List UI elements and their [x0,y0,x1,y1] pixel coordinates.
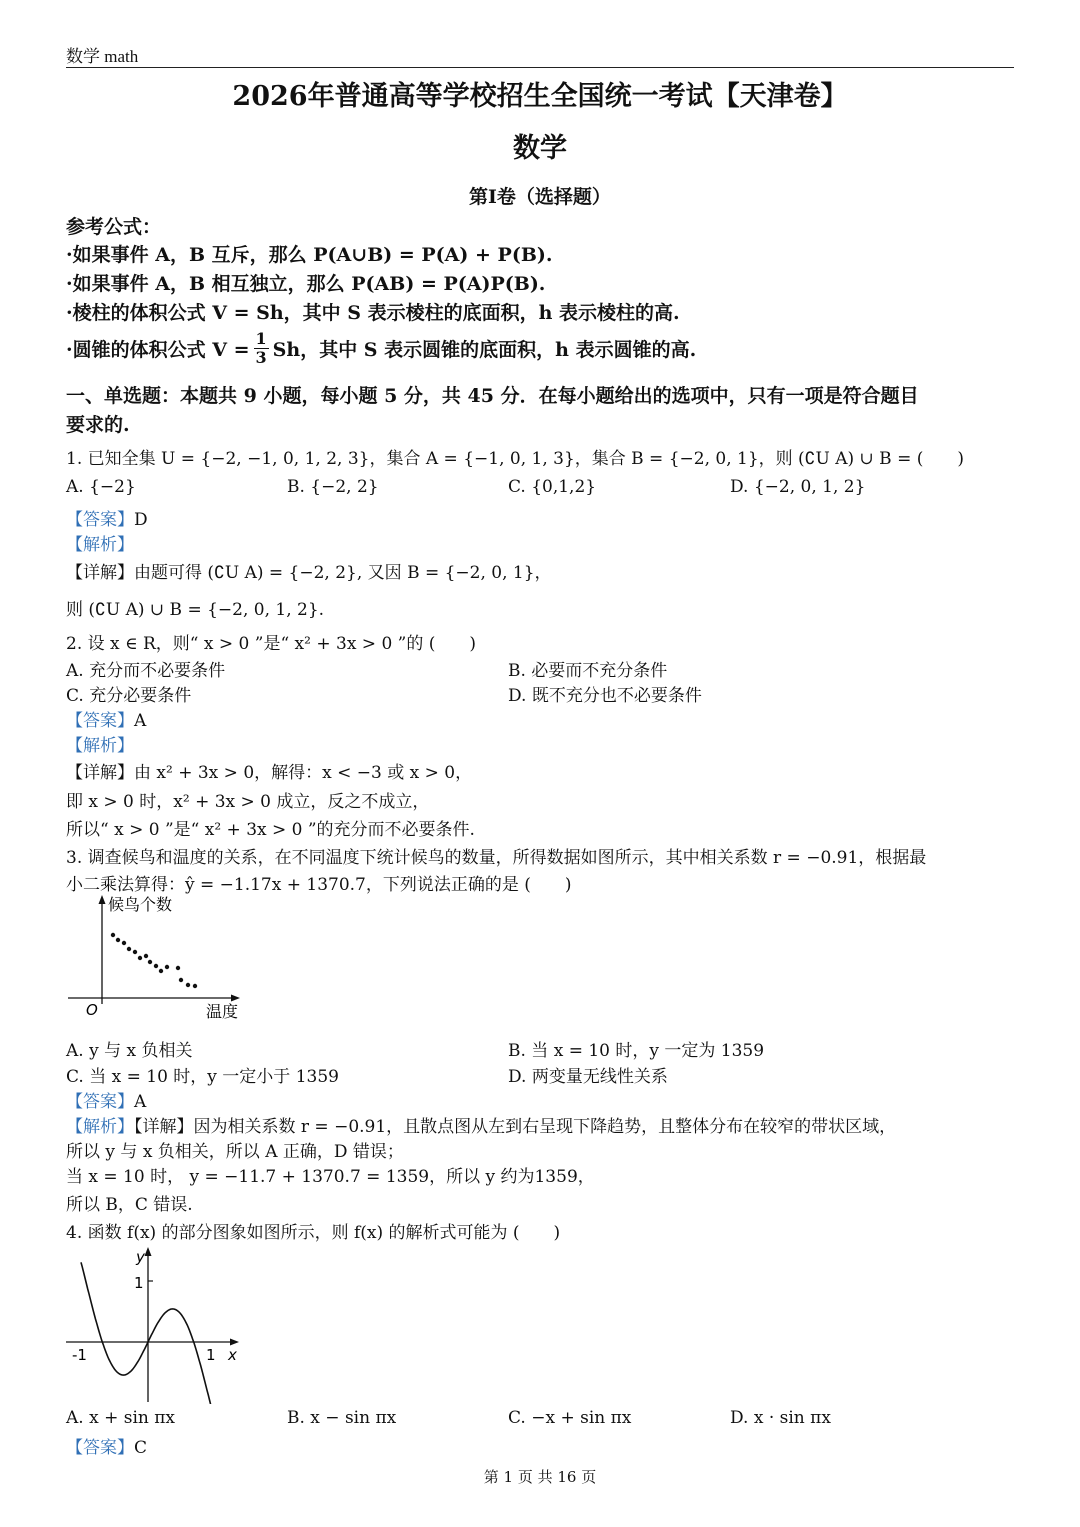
scatter-point [144,954,148,958]
section-heading-line1: 一、单选题：本题共 9 小题，每小题 5 分，共 45 分．在每小题给出的选项中，只有一项是符合题目 [66,385,919,407]
q1-option-b: B. {−2, 2} [287,477,379,497]
fraction [254,330,269,367]
x-axis-label: x [228,1346,237,1364]
q2-analysis-tag: 【解析】 [66,736,134,756]
x-axis-arrow [231,995,240,1002]
answer-tag: 【答案】 [66,1438,134,1458]
q3-option-d: D. 两变量无线性关系 [508,1067,668,1087]
q2-option-d: D. 既不充分也不必要条件 [508,686,702,706]
detail-tag: 【详解】 [134,1117,194,1137]
q1-answer [66,505,148,530]
scatter-point [165,965,169,969]
q2-answer [66,706,146,731]
scatter-point [159,969,163,973]
answer-tag: 【答案】 [66,1092,134,1112]
detail-text: 因为相关系数 r = −0.91，且散点图从左到右呈现下降趋势，且整体分布在较窄的带状区域， [193,1117,897,1137]
answer-value: A [134,711,147,731]
q3-option-c: C. 当 x = 10 时，y 一定小于 1359 [66,1067,339,1087]
scatter-point [186,983,190,987]
section-heading-line2: 要求的. [66,414,130,436]
q1-detail-2: 则 (∁U A) ∪ B = {−2, 0, 1, 2}. [66,600,325,620]
x-axis-arrow [230,1339,239,1346]
q3-stem-2: 小二乘法算得：ŷ = −1.17x + 1370.7，下列说法正确的是 ( ) [66,875,572,895]
q1-option-c: C. {0,1,2} [508,477,597,497]
y-axis-arrow [99,895,106,904]
y-axis-label: 候鸟个数 [108,895,173,914]
scatter-point [122,941,126,945]
q2-option-c: C. 充分必要条件 [66,686,192,706]
scatter-point [133,950,137,954]
answer-value: D [134,510,148,530]
scatter-point [179,978,183,982]
answer-tag: 【答案】 [66,711,134,731]
origin-label: O [86,1001,98,1019]
x-tick-label-pos: 1 [206,1346,216,1364]
q2-detail-2: 即 x > 0 时，x² + 3x > 0 成立，反之不成立， [66,792,430,812]
scatter-point [154,964,158,968]
formula-heading: 参考公式： [66,216,162,238]
q3-detail-3: 当 x = 10 时， y = −11.7 + 1370.7 = 1359，所以 y 约为1359， [66,1167,595,1187]
q2-option-b: B. 必要而不充分条件 [508,661,668,681]
y-tick-label: 1 [134,1274,144,1292]
fraction-denominator: 3 [255,348,267,367]
q4-option-b: B. x − sin πx [287,1408,397,1428]
scatter-point [148,960,152,964]
x-axis-label: 温度 [206,1002,239,1021]
formula-4 [66,330,696,367]
q1-option-d: D. {−2, 0, 1, 2} [730,477,866,497]
formula-4-pre: ·圆锥的体积公式 V = [66,339,250,361]
subject-title: 数学 [513,133,567,164]
q3-scatter-plot [60,892,260,1022]
scatter-point [116,938,120,942]
scatter-point [193,984,197,988]
q1-analysis-tag: 【解析】 [66,535,134,555]
detail-text: 由 x² + 3x > 0，解得：x < −3 或 x > 0， [134,763,473,783]
detail-tag: 【详解】 [66,563,134,583]
y-axis-label: y [136,1248,145,1266]
formula-2: ·如果事件 A，B 相互独立，那么 P(AB) = P(A)P(B). [66,273,546,295]
analysis-tag: 【解析】 [66,1117,134,1137]
q4-function-graph [62,1244,252,1404]
q4-stem: 4. 函数 f(x) 的部分图象如图所示，则 f(x) 的解析式可能为 ( ) [66,1223,561,1243]
detail-text: 由题可得 (∁U A) = {−2, 2}, 又因 B = {−2, 0, 1}， [134,563,552,583]
q3-option-a: A. y 与 x 负相关 [66,1041,193,1061]
q1-detail-1 [66,558,552,583]
y-axis-arrow [145,1247,152,1256]
q3-stem-1: 3. 调查候鸟和温度的关系，在不同温度下统计候鸟的数量，所得数据如图所示，其中相关系数 r = −0.91，根据最 [66,848,927,868]
page-footer: 第 1 页 共 16 页 [483,1468,597,1486]
scatter-point [138,956,142,960]
q4-option-a: A. x + sin πx [66,1408,175,1428]
q3-detail-4: 所以 B，C 错误. [66,1195,193,1215]
q3-detail-2: 所以 y 与 x 负相关，所以 A 正确，D 错误； [66,1142,404,1162]
exam-title: 2026年普通高等学校招生全国统一考试【天津卷】 [232,81,848,112]
answer-tag: 【答案】 [66,510,134,530]
scatter-point [127,947,131,951]
header-label: 数学 math [66,47,139,66]
scatter-point [176,966,180,970]
scatter-point [111,933,115,937]
answer-value: A [134,1092,147,1112]
formula-3: ·棱柱的体积公式 V = Sh，其中 S 表示棱柱的底面积，h 表示棱柱的高. [66,302,680,324]
volume-title: 第I卷（选择题） [469,186,611,208]
fraction-numerator: 1 [255,329,267,348]
formula-4-post: Sh，其中 S 表示圆锥的底面积，h 表示圆锥的高. [272,339,697,361]
q4-option-c: C. −x + sin πx [508,1408,632,1428]
q3-detail-1 [66,1112,896,1137]
scatter-points [111,933,197,988]
q4-option-d: D. x · sin πx [730,1408,831,1428]
q2-detail-1 [66,758,472,783]
q2-detail-3: 所以“ x > 0 ”是“ x² + 3x > 0 ”的充分而不必要条件. [66,820,475,840]
q3-answer [66,1087,146,1112]
q2-option-a: A. 充分而不必要条件 [66,661,226,681]
x-tick-label-neg: -1 [72,1346,87,1364]
q2-stem: 2. 设 x ∈ R，则“ x > 0 ”是“ x² + 3x > 0 ”的 ( ) [66,634,477,654]
q1-option-a: A. {−2} [66,477,136,497]
answer-value: C [134,1438,148,1458]
q4-answer [66,1433,147,1458]
q1-stem: 1. 已知全集 U = {−2, −1, 0, 1, 2, 3}，集合 A = {−1, 0, 1, 3}，集合 B = {−2, 0, 1}，则 (∁U A) ∪ B = ( ) [66,449,964,469]
formula-1: ·如果事件 A，B 互斥，那么 P(A∪B) = P(A) + P(B). [66,244,553,266]
header-rule [66,67,1014,68]
detail-tag: 【详解】 [66,763,134,783]
q3-option-b: B. 当 x = 10 时，y 一定为 1359 [508,1041,765,1061]
